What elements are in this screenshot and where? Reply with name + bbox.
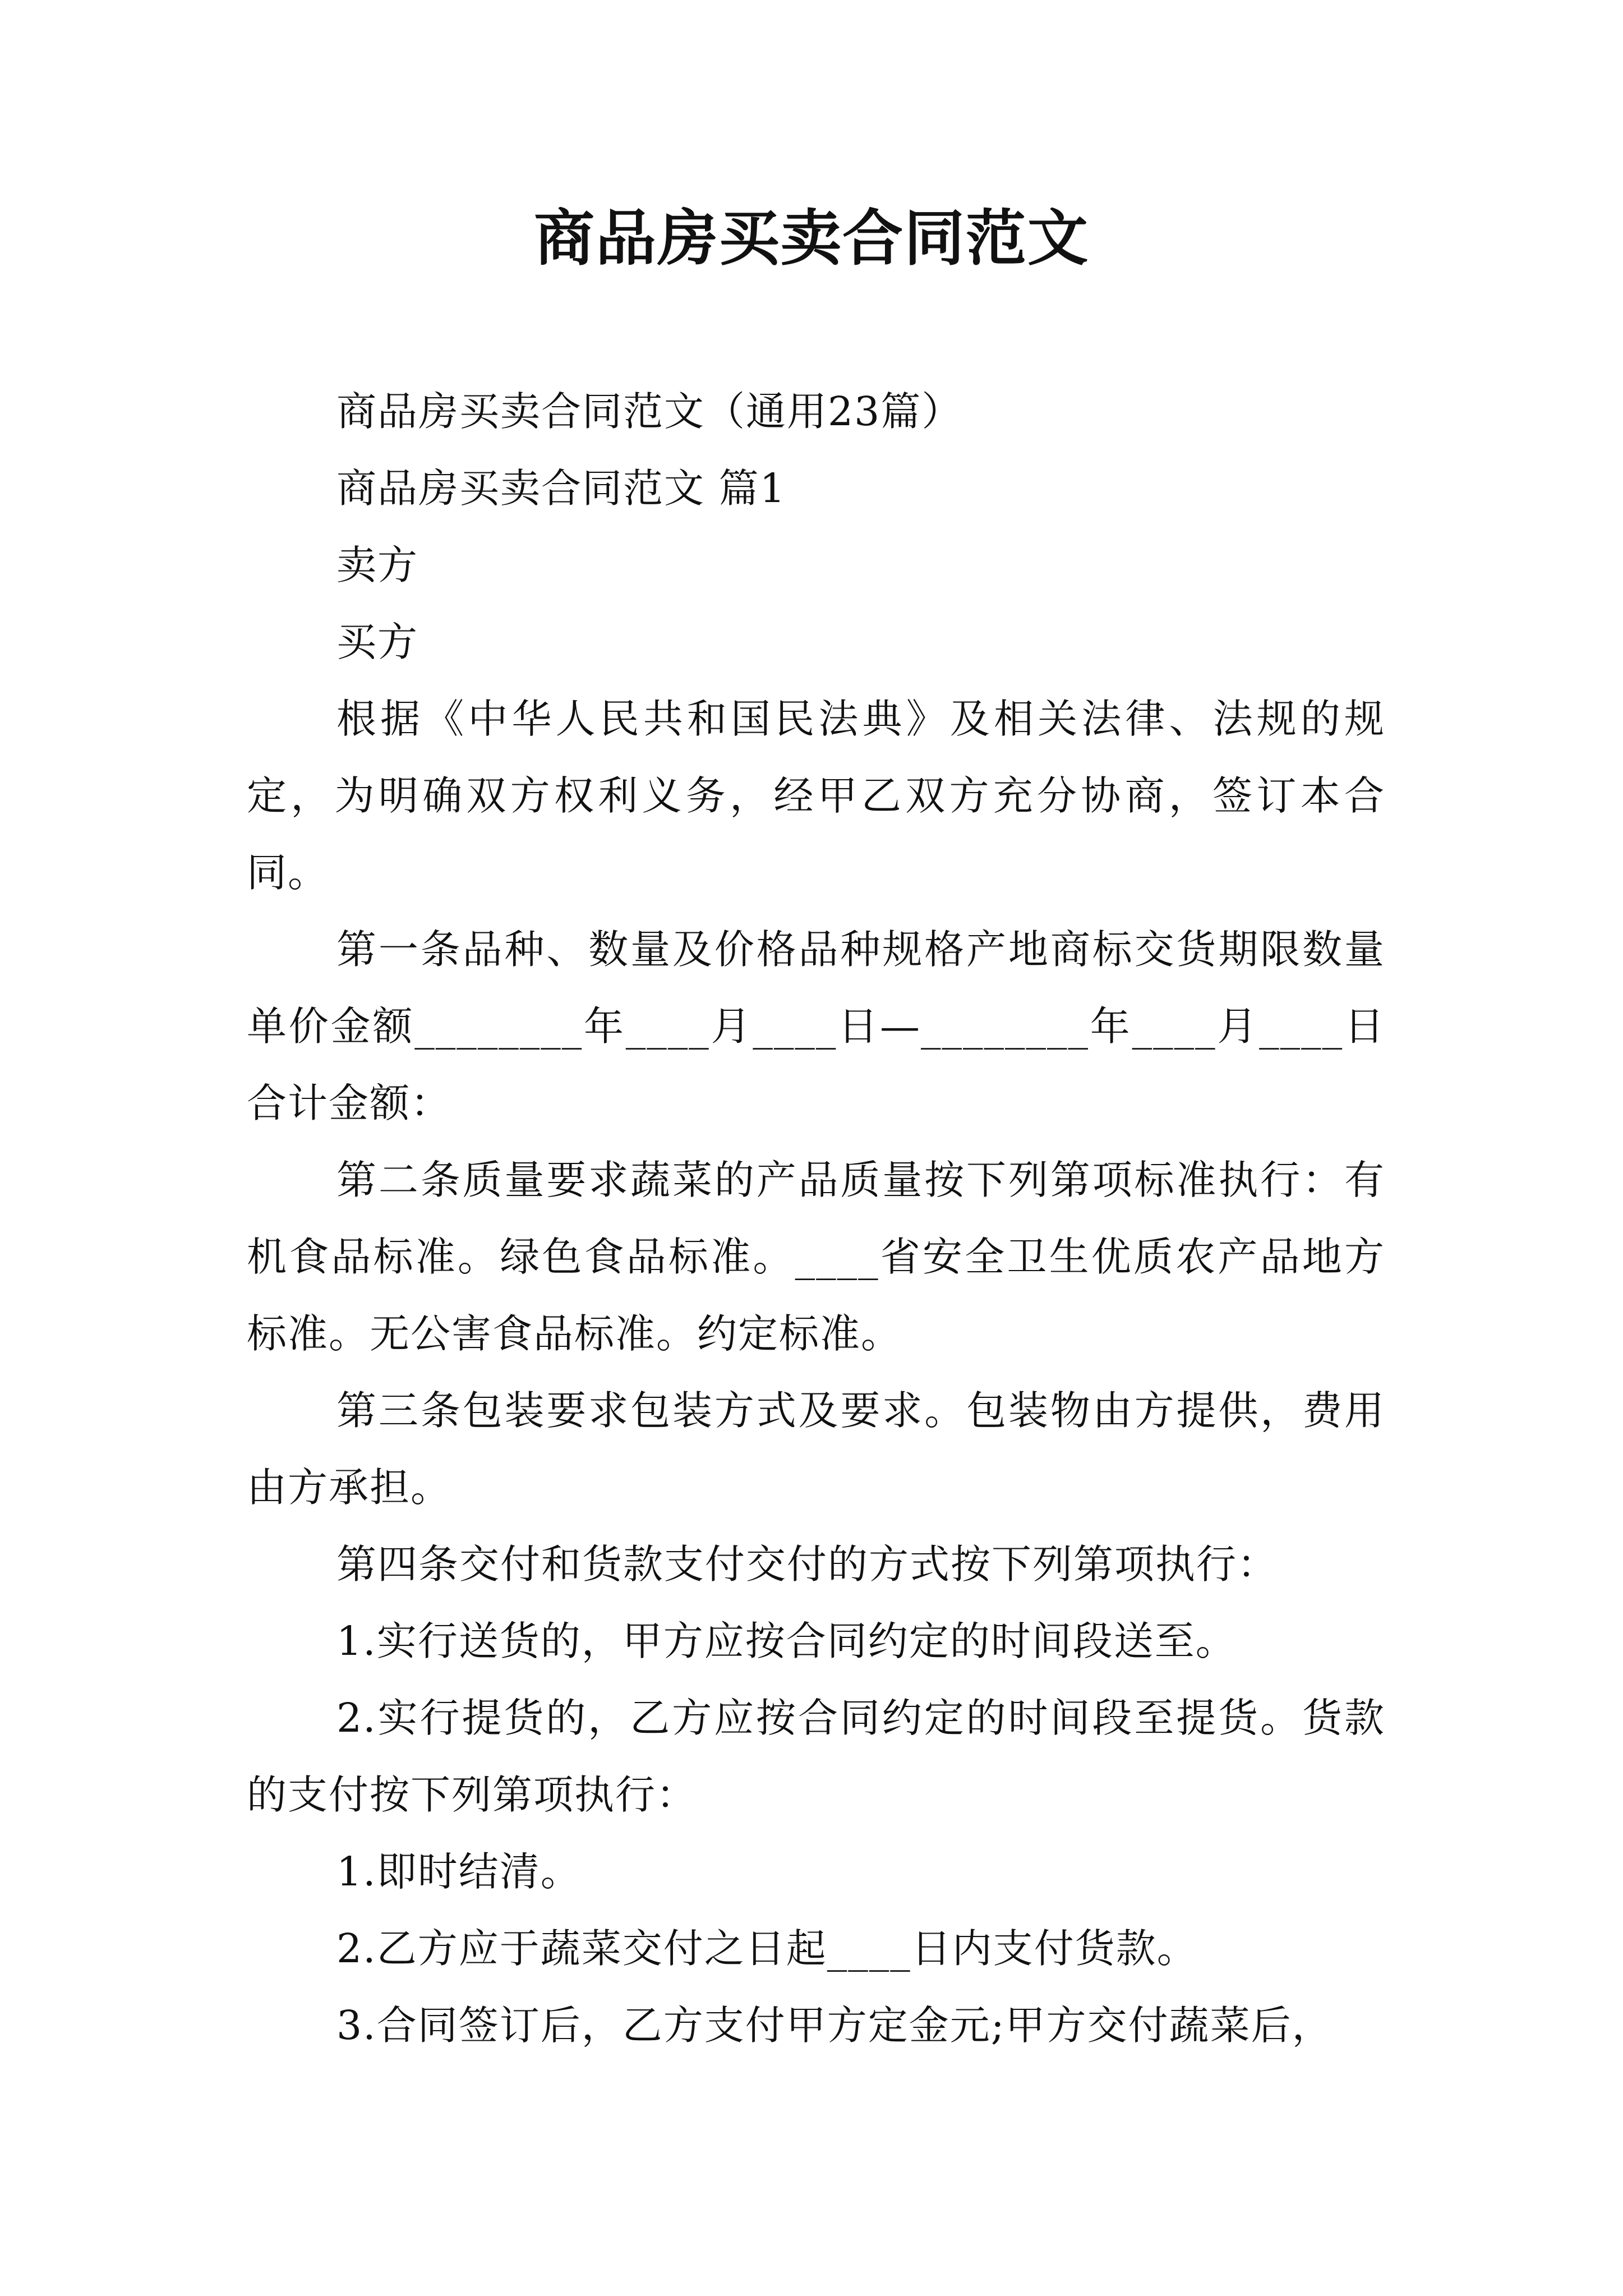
section-heading: 商品房买卖合同范文 篇1 <box>336 465 786 512</box>
list-item: 2.乙方应于蔬菜交付之日起____日内支付货款。 <box>336 1925 1198 1972</box>
list-item: 1.实行送货的，甲方应按合同约定的时间段送至。 <box>336 1618 1237 1664</box>
article-4-paragraph: 第四条交付和货款支付交付的方式按下列第项执行： <box>336 1541 1279 1588</box>
article-3-paragraph: 第三条包装要求包装方式及要求。包装物由方提供，费用由方承担。 <box>247 1387 1385 1511</box>
seller-label: 卖方 <box>336 542 419 588</box>
list-item: 1.即时结清。 <box>336 1848 582 1895</box>
document-body <box>247 373 1385 2064</box>
document-title: 商品房买卖合同范文 <box>533 203 1089 274</box>
list-item: 3.合同签订后，乙方支付甲方定金元;甲方交付蔬菜后， <box>336 2002 1333 2049</box>
article-1-paragraph: 第一条品种、数量及价格品种规格产地商标交货期限数量单价金额________年____月____日—________年____月____日合计金额： <box>247 926 1385 1126</box>
preamble-paragraph: 根据《中华人民共和国民法典》及相关法律、法规的规定，为明确双方权利义务，经甲乙双方充分协商，签订本合同。 <box>247 696 1385 896</box>
list-item: 2.实行提货的，乙方应按合同约定的时间段至提货。货款的支付按下列第项执行： <box>247 1695 1385 1818</box>
subtitle-paragraph: 商品房买卖合同范文（通用23篇） <box>336 388 963 435</box>
buyer-label: 买方 <box>336 619 419 665</box>
article-2-paragraph: 第二条质量要求蔬菜的产品质量按下列第项标准执行：有机食品标准。绿色食品标准。____省安全卫生优质农产品地方标准。无公害食品标准。约定标准。 <box>247 1157 1385 1357</box>
